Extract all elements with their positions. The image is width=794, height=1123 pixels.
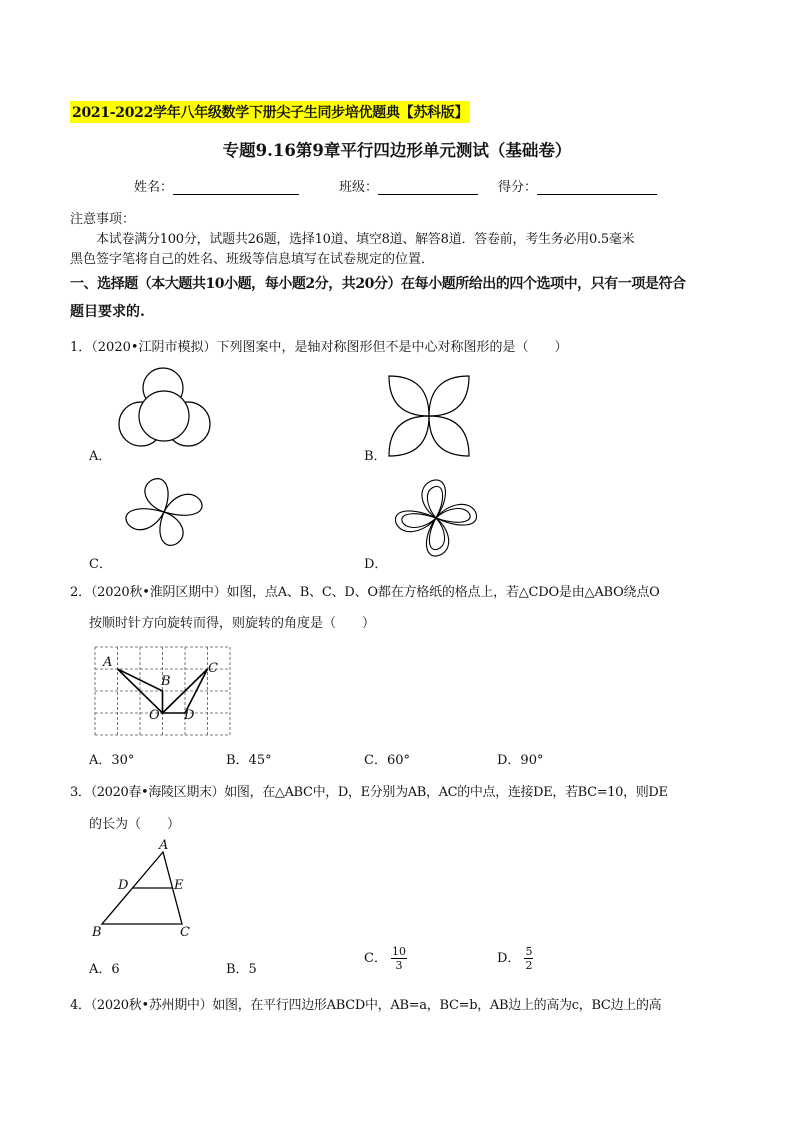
series-banner: 2021-2022学年八年级数学下册尖子生同步培优题典【苏科版】 [70, 101, 470, 123]
q3-option-c[interactable] [364, 945, 407, 972]
q2-stem-line-2: 按顺时针方向旋转而得，则旋转的角度是（ ） [89, 616, 376, 631]
class-blank[interactable] [378, 180, 478, 195]
q2-label-d: D [184, 708, 195, 723]
q2-grid-figure [93, 645, 233, 737]
q2-label-o: O [149, 708, 160, 723]
notice-line-2: 黑色签字笔将自己的姓名、班级等信息填写在试卷规定的位置． [70, 252, 435, 267]
name-blank[interactable] [173, 180, 299, 195]
page-title: 专题9.16第9章平行四边形单元测试（基础卷） [222, 141, 572, 160]
q1-figure-b [384, 371, 474, 461]
q3-option-d-denominator: 2 [525, 959, 533, 972]
class-field[interactable] [339, 176, 478, 195]
q1-stem: 1．（2020•江阴市模拟）下列图案中，是轴对称图形但不是中心对称图形的是（ ） [70, 340, 568, 355]
q3-option-a[interactable]: A．6 [89, 962, 120, 977]
q1-option-d[interactable]: D． [364, 557, 388, 572]
q3-option-c-numerator: 10 [391, 945, 406, 958]
score-label: 得分： [498, 180, 538, 195]
q2-label-c: C [208, 661, 218, 676]
name-label: 姓名： [134, 180, 174, 195]
name-field[interactable] [134, 176, 299, 195]
q3-option-d-label: D． [497, 951, 521, 966]
q2-option-d[interactable]: D．90° [497, 753, 544, 768]
class-label: 班级： [339, 180, 379, 195]
q2-option-a[interactable]: A．30° [89, 753, 135, 768]
q2-option-b[interactable]: B．45° [226, 753, 272, 768]
q1-option-b[interactable]: B． [364, 449, 387, 464]
q3-stem-line-1: 3．（2020春•海陵区期末）如图，在△ABC中，D，E分别为AB，AC的中点，连接DE，若BC=10，则DE [70, 785, 668, 800]
score-field[interactable] [498, 176, 657, 195]
q1-figure-c [116, 468, 216, 556]
q3-option-c-fraction [391, 945, 407, 972]
q1-figure-a [116, 366, 216, 456]
q4-stem: 4．（2020秋•苏州期中）如图，在平行四边形ABCD中，AB=a，BC=b，AB边上的高为c，BC边上的高 [70, 998, 662, 1013]
q3-option-d-numerator: 5 [525, 945, 533, 958]
q1-figure-d [386, 473, 486, 563]
q3-label-c: C [180, 925, 190, 940]
q2-stem-line-1: 2．（2020秋•淮阴区期中）如图，点A、B、C、D、O都在方格纸的格点上，若△CDO是由△ABO绕点O [70, 585, 660, 600]
q1-option-a[interactable]: A． [89, 449, 112, 464]
notice-line-1: 本试卷满分100分，试题共26题，选择10道、填空8道、解答8道．答卷前，考生务必用0.5毫米 [96, 232, 635, 247]
q3-option-c-label: C． [364, 951, 387, 966]
score-blank[interactable] [537, 180, 657, 195]
q3-label-e: E [174, 878, 184, 893]
q3-option-d[interactable] [497, 945, 533, 972]
section-1-line-2: 题目要求的. [70, 304, 145, 320]
section-1-line-1: 一、选择题（本大题共10小题，每小题2分，共20分）在每小题所给出的四个选项中，只有一项是符合 [70, 276, 686, 292]
q2-label-a: A [103, 655, 113, 670]
notice-heading: 注意事项： [70, 212, 136, 227]
q3-option-d-fraction [524, 945, 533, 972]
q3-option-c-denominator: 3 [395, 959, 403, 972]
q3-option-b[interactable]: B．5 [226, 962, 257, 977]
q2-label-b: B [161, 674, 171, 689]
q2-option-c[interactable]: C．60° [364, 753, 410, 768]
q3-stem-line-2: 的长为（ ） [89, 817, 181, 832]
q3-label-a: A [159, 838, 169, 853]
q1-option-c[interactable]: C． [89, 557, 112, 572]
q3-label-b: B [92, 925, 102, 940]
q3-label-d: D [118, 878, 129, 893]
